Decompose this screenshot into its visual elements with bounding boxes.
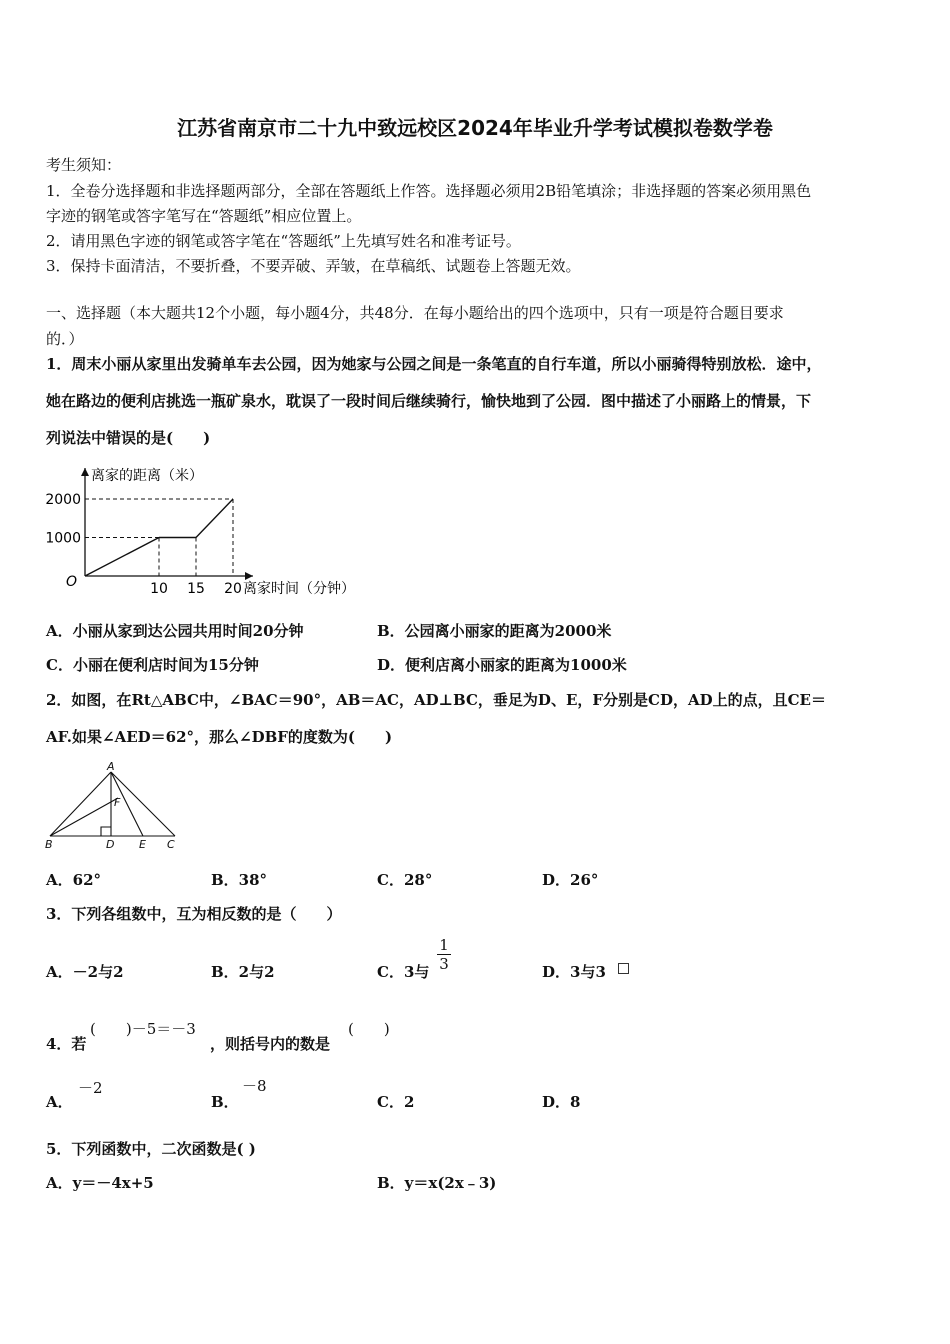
q4-option-a[interactable]: A． — [46, 1093, 73, 1111]
q2-option-d[interactable]: D．26° — [542, 871, 599, 889]
series-segment — [85, 538, 159, 577]
q1-option-c[interactable]: C．小丽在便利店时间为15分钟 — [46, 656, 259, 674]
q1-distance-time-chart — [38, 460, 388, 605]
segment-bf — [50, 798, 118, 836]
q2-stem: AF.如果∠AED＝62°，那么∠DBF的度数为( ) — [46, 728, 393, 746]
q3-option-c[interactable]: C．3与 — [377, 963, 430, 981]
x-tick-label: 10 — [150, 581, 168, 597]
x-axis-label: 离家时间（分钟） — [243, 581, 355, 597]
label-f: F — [114, 796, 121, 809]
x-tick-label: 15 — [187, 581, 205, 597]
q3-option-b[interactable]: B．2与2 — [211, 963, 275, 981]
q3-option-a[interactable]: A．－2与2 — [46, 963, 124, 981]
notice-line: 1．全卷分选择题和非选择题两部分，全部在答题纸上作答。选择题必须用2B铅笔填涂；非选择题的答案必须用黑色 — [46, 182, 812, 200]
q4-option-a-value: －2 — [78, 1079, 103, 1097]
q3-fraction — [437, 936, 451, 973]
notice-line: 2．请用黑色字迹的钢笔或答字笔在“答题纸”上先填写姓名和准考证号。 — [46, 232, 521, 250]
q4-option-d[interactable]: D．8 — [542, 1093, 581, 1111]
segment-ab — [50, 772, 111, 836]
fraction-numerator: 1 — [439, 936, 449, 954]
x-axis-arrow — [245, 572, 253, 580]
section-heading-cont: 的．） — [46, 330, 84, 348]
q2-option-a[interactable]: A．62° — [46, 871, 102, 889]
segment-ac — [111, 772, 175, 836]
q3-stem: 3．下列各组数中，互为相反数的是（ ） — [46, 905, 342, 923]
notice-heading: 考生须知： — [46, 156, 122, 174]
q1-option-d[interactable]: D．便利店离小丽家的距离为1000米 — [377, 656, 627, 674]
q2-triangle-figure — [40, 760, 190, 852]
y-tick-label: 1000 — [45, 530, 81, 547]
placeholder-box-icon — [618, 963, 629, 974]
page-title: 江苏省南京市二十九中致远校区2024年毕业升学考试模拟卷数学卷 — [177, 116, 773, 140]
y-tick-label: 2000 — [45, 492, 81, 508]
q5-option-b[interactable]: B．y＝x(2x﹣3) — [377, 1174, 497, 1192]
label-c: C — [167, 838, 175, 851]
q4-suffix: ，则括号内的数是 — [210, 1035, 331, 1053]
q1-stem: 列说法中错误的是( ) — [46, 429, 211, 447]
q5-option-a[interactable]: A．y＝－4x+5 — [46, 1174, 154, 1192]
label-e: E — [139, 838, 146, 851]
fraction-denominator: 3 — [439, 955, 449, 973]
label-b: B — [45, 838, 53, 851]
q4-parentheses: ( ) — [348, 1020, 390, 1038]
section-heading: 一、选择题（本大题共12个小题，每小题4分，共48分．在每小题给出的四个选项中，只有一项是符合题目要求 — [46, 304, 784, 322]
x-tick-label: 20 — [224, 581, 242, 597]
q1-option-b[interactable]: B．公园离小丽家的距离为2000米 — [377, 622, 612, 640]
label-d: D — [106, 838, 115, 851]
q4-option-b[interactable]: B． — [211, 1093, 239, 1111]
q3-option-d[interactable]: D．3与3 — [542, 963, 606, 981]
q2-option-b[interactable]: B．38° — [211, 871, 268, 889]
q5-stem: 5．下列函数中，二次函数是( ) — [46, 1140, 256, 1158]
origin-label: O — [66, 574, 78, 590]
q1-stem: 1．周末小丽从家里出发骑单车去公园，因为她家与公园之间是一条笔直的自行车道，所以小丽骑得特别放松．途中， — [46, 355, 822, 373]
q1-stem: 她在路边的便利店挑选一瓶矿泉水，耽误了一段时间后继续骑行，愉快地到了公园．图中描述了小丽路上的情景，下 — [46, 392, 812, 410]
q1-option-a[interactable]: A．小丽从家到达公园共用时间20分钟 — [46, 622, 304, 640]
q4-prefix: 4．若 — [46, 1035, 87, 1053]
series-segment — [196, 499, 233, 538]
q2-option-c[interactable]: C．28° — [377, 871, 433, 889]
q4-option-c[interactable]: C．2 — [377, 1093, 415, 1111]
y-axis-label: 离家的距离（米） — [91, 468, 203, 484]
q2-stem: 2．如图，在Rt△ABC中，∠BAC＝90°，AB＝AC，AD⊥BC，垂足为D、E，F分别是CD，AD上的点，且CE＝ — [46, 691, 826, 709]
q4-option-b-value: －8 — [242, 1077, 267, 1095]
y-axis-arrow — [81, 468, 89, 476]
q4-formula: ( )－5＝－3 — [90, 1020, 196, 1038]
label-a: A — [107, 760, 115, 773]
notice-line: 字迹的钢笔或答字笔写在“答题纸”相应位置上。 — [46, 207, 362, 225]
notice-line: 3．保持卡面清洁，不要折叠，不要弄破、弄皱，在草稿纸、试题卷上答题无效。 — [46, 257, 581, 275]
right-angle-mark — [101, 827, 111, 836]
